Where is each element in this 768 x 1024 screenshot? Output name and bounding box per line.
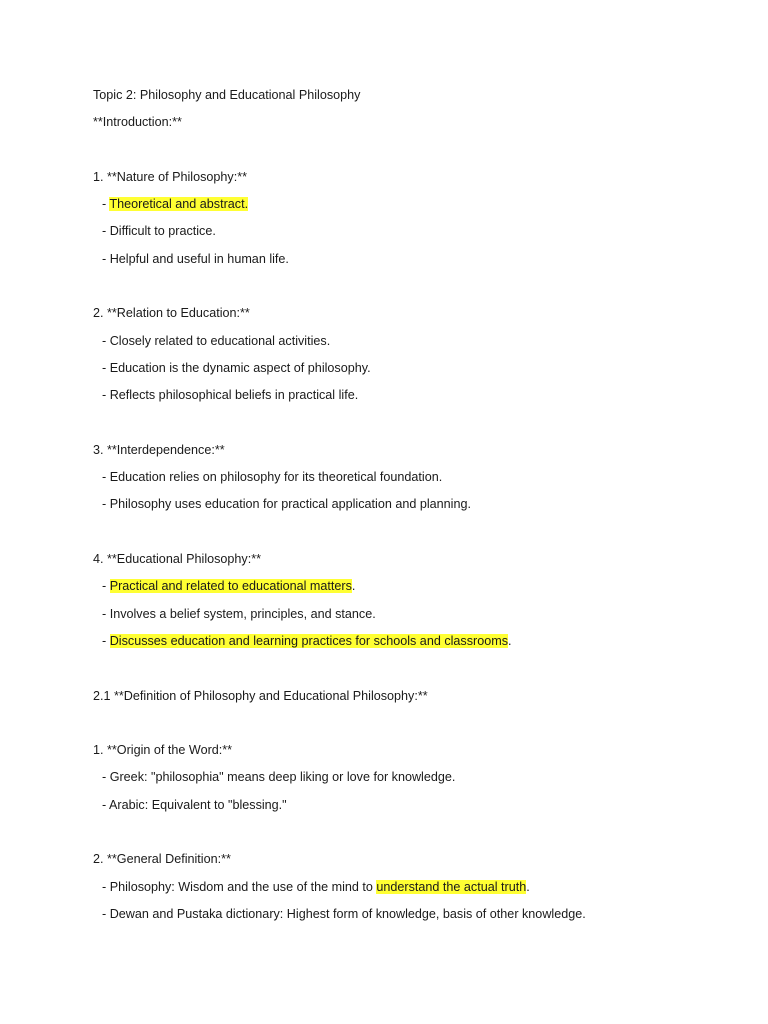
bullet-arabic: - Arabic: Equivalent to "blessing.": [102, 797, 287, 812]
bullet-prefix: -: [102, 579, 110, 594]
highlighted-text: Practical and related to educational matters: [109, 579, 352, 594]
blank-line: [93, 141, 733, 168]
bullet-uses: - Philosophy uses education for practical application and planning.: [102, 497, 471, 512]
bullet-wisdom: [93, 878, 733, 905]
section-heading-relation: 2. **Relation to Education:**: [93, 306, 250, 321]
blank-line: [93, 523, 733, 550]
bullet-helpful: - Helpful and useful in human life.: [102, 251, 289, 266]
section-heading-educational-philosophy: 4. **Educational Philosophy:**: [93, 552, 262, 567]
bullet-suffix: .: [351, 579, 356, 594]
blank-line: [93, 277, 733, 304]
bullet-reflects: - Reflects philosophical beliefs in practical life.: [102, 388, 359, 403]
document-page: [93, 86, 733, 932]
bullet-dictionary: - Dewan and Pustaka dictionary: Highest form of knowledge, basis of other knowledge.: [102, 906, 586, 921]
bullet-belief-system: - Involves a belief system, principles, and stance.: [102, 606, 376, 621]
blank-line: [93, 714, 733, 741]
bullet-prefix: -: [102, 197, 110, 212]
blank-line: [93, 659, 733, 686]
bullet-greek: - Greek: "philosophia" means deep liking or love for knowledge.: [102, 770, 456, 785]
bullet-closely-related: - Closely related to educational activities.: [102, 333, 331, 348]
bullet-relies: - Education relies on philosophy for its theoretical foundation.: [102, 470, 443, 485]
subsection-heading-definition: 2.1 **Definition of Philosophy and Educational Philosophy:**: [93, 688, 428, 703]
bullet-dynamic-aspect: - Education is the dynamic aspect of philosophy.: [102, 360, 371, 375]
bullet-prefix: - Philosophy: Wisdom and the use of the mind to: [102, 879, 377, 894]
bullet-prefix: -: [102, 633, 110, 648]
highlighted-text: Discusses education and learning practices for schools and classrooms: [109, 633, 509, 648]
document-title: Topic 2: Philosophy and Educational Philosophy: [93, 88, 361, 102]
blank-line: [93, 823, 733, 850]
bullet-practical: [93, 577, 733, 604]
section-heading-origin: 1. **Origin of the Word:**: [93, 743, 233, 758]
bullet-difficult: - Difficult to practice.: [102, 224, 216, 239]
blank-line: [93, 414, 733, 441]
bullet-discusses: [93, 632, 733, 659]
highlighted-text: Theoretical and abstract.: [109, 197, 249, 212]
highlighted-text: understand the actual truth: [376, 879, 527, 894]
bullet-theoretical: [93, 195, 733, 222]
introduction-heading: **Introduction:**: [93, 115, 182, 130]
section-heading-interdependence: 3. **Interdependence:**: [93, 442, 225, 457]
section-heading-general-definition: 2. **General Definition:**: [93, 852, 231, 867]
bullet-suffix: .: [508, 633, 512, 648]
section-heading-nature: 1. **Nature of Philosophy:**: [93, 169, 248, 184]
bullet-suffix: .: [526, 879, 530, 894]
